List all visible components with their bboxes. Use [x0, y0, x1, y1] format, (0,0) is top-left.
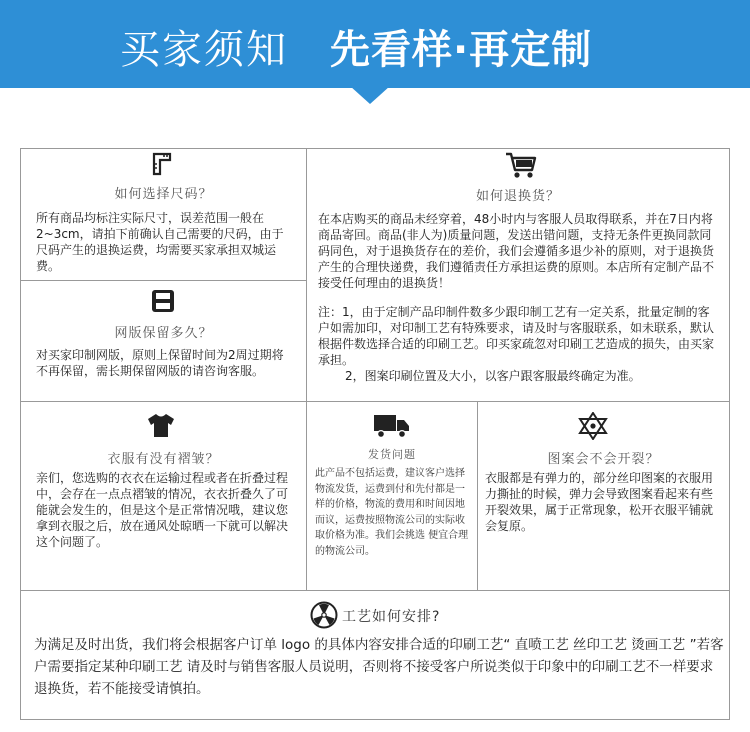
wrinkle-text: 亲们，您选购的衣衣在运输过程或者在折叠过程中，会存在一点点褶皱的情况，衣衣折叠久了可能就会发生的，但是这个是正常情况哦，建议您拿到衣服之后，放在通风处晾晒一下就可以解决这个问题了。 [36, 471, 289, 549]
return-policy-note: 注：1，由于定制产品印制件数多少跟印制工艺有一定关系，批量定制的客户如需加印，对印制工艺有特殊要求，请及时与客服联系，如未联系，默认根据件数选择合适的印刷工艺。印买家疏忽对印刷工艺造成的损失，由买家承担。 [318, 305, 715, 367]
shipping-title: 发货问题 [368, 448, 416, 461]
size-guide-text: 所有商品均标注实际尺寸，误差范围一般在2~3cm，请拍下前确认自己需要的尺码，由于尺码产生的退换运费，均需要买家承担双城运费。 [36, 211, 284, 273]
fan-icon [310, 601, 338, 629]
floppy-disk-icon [150, 288, 176, 314]
ruler-icon [150, 152, 174, 176]
print-crack-text: 衣服都是有弹力的，部分丝印图案的衣服用力撕扯的时候，弹力会导致图案看起来有些开裂效果，属于正常现象，松开衣服平铺就会复原。 [485, 471, 714, 533]
banner-title-notice: 买家须知 [120, 27, 288, 73]
banner-arrow [350, 86, 390, 104]
shipping-text: 此产品不包括运费，建议客户选择物流发货，运费到付和先付都是一样的价格，物流的费用和时间因地而议，运费按照物流公司的实际收取价格为准。我们会挑选 便宜合理的物流公司。 [315, 468, 469, 557]
shopping-cart-icon [504, 150, 538, 180]
screen-plate-text: 对买家印制网版，原则上保留时间为2周过期将不再保留，需长期保留网版的请咨询客服。 [36, 348, 284, 378]
banner-title-slogan: 先看样·再定制 [330, 27, 593, 73]
screen-plate-title: 网版保留多久？ [114, 326, 213, 341]
tshirt-icon [146, 412, 176, 438]
return-policy-text: 在本店购买的商品未经穿着，48小时内与客服人员取得联系，并在7日内将商品寄回。商品(非人为)质量问题，发送出错问题，支持无条件更换同款同码同色，对于退换货存在的差价，我们会遵循多退少补的原则，对于退换货产生的合理快递费，我们遵循责任方承担运费的原则。本店所有定制产品不接受任何理由的退换货！ [318, 212, 715, 290]
print-crack-title: 图案会不会开裂？ [547, 452, 660, 467]
size-guide-title: 如何选择尺码？ [114, 187, 213, 202]
return-policy-note-2: 2，图案印刷位置及大小，以客户跟客服最终确定为准。 [345, 369, 641, 383]
process-title: 工艺如何安排? [342, 609, 441, 625]
delivery-truck-icon [373, 413, 411, 439]
return-policy-title: 如何退换货？ [475, 189, 560, 204]
wrinkle-title: 衣服有没有褶皱？ [107, 452, 220, 467]
process-text: 为满足及时出货，我们将会根据客户订单 logo 的具体内容安排合适的印刷工艺“ 直喷工艺 丝印工艺 烫画工艺 ”若客户需要指定某种印刷工艺 请及时与销售客服人员说明，否则将不接受客户所说类似于印象中的印刷工艺不一样要求退换货，若不能接受请慎拍。 [34, 637, 724, 697]
star-of-david-icon [578, 412, 608, 440]
